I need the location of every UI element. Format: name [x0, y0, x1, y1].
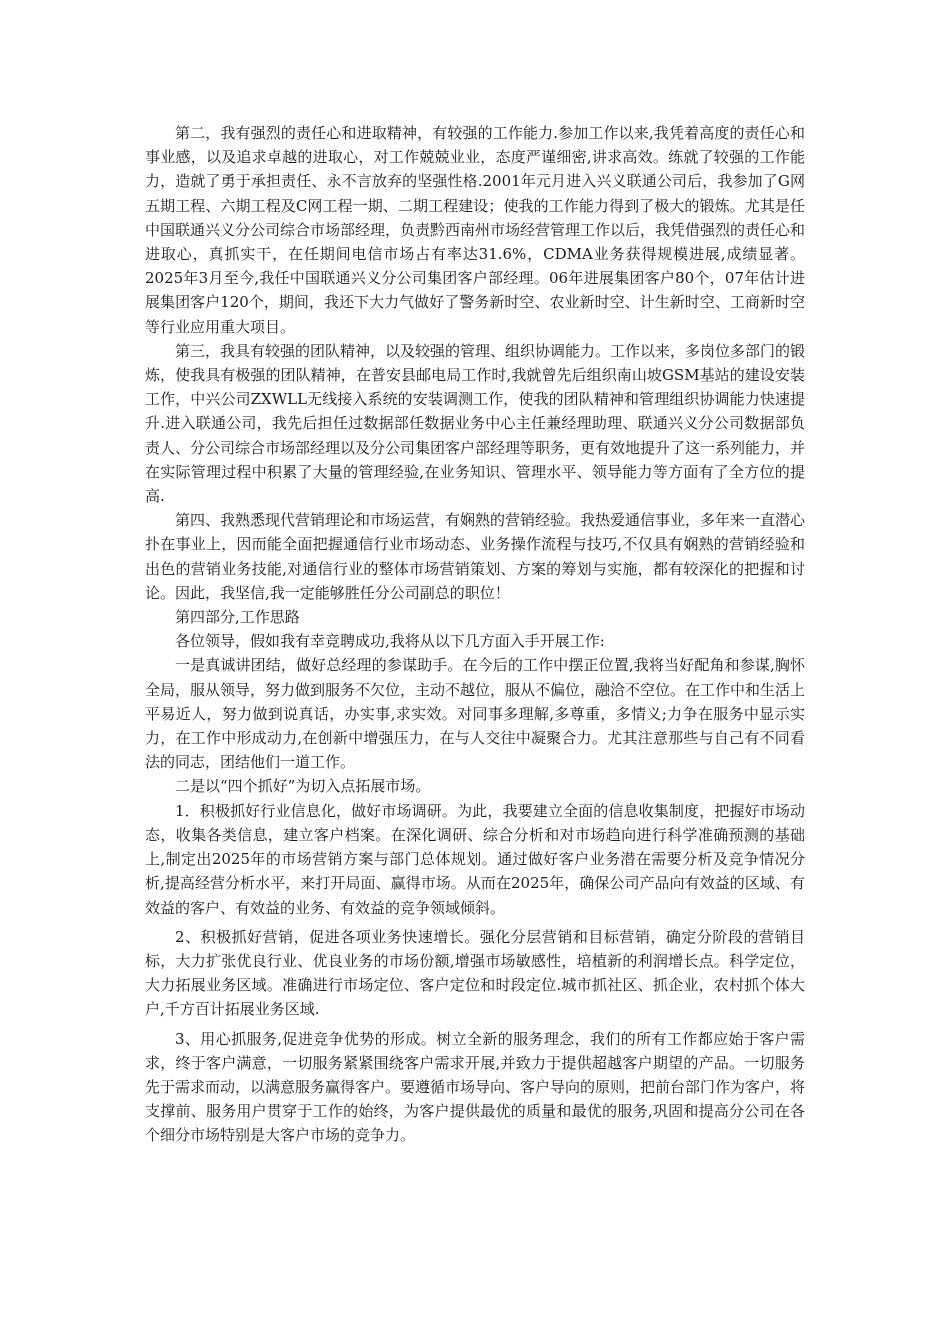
list-item-3: 3、用心抓服务,促进竞争优势的形成。树立全新的服务理念，我们的所有工作都应始于客户需求，终于客户满意，一切服务紧紧围绕客户需求开展,并致力于提供超越客户期望的产品。一切服务先于需求而动，以满意服务赢得客户。要遵循市场导向、客户导向的原则，把前台部门作为客户，将支撑前、服务用户贯穿于工作的始终，为客户提供最优的质量和最优的服务,巩固和提高分公司在各个细分市场特别是大客户市场的竞争力。	[145, 1029, 806, 1145]
paragraph-responsibility: 第二，我有强烈的责任心和进取精神，有较强的工作能力.参加工作以来,我凭着高度的责任心和事业感，以及追求卓越的进取心，对工作兢兢业业，态度严谨细密,讲求高效。练就了较强的工作能力，造就了勇于承担责任、永不言放弃的坚强性格.2001年元月进入兴义联通公司后，我参加了G网五期工程、六期工程及C网工程一期、二期工程建设；使我的工作能力得到了极大的锻炼。尤其是任中国联通兴义分公司综合市场部经理，负责黔西南州市场经营管理工作以后，我凭借强烈的责任心和进取心，真抓实干，在任期间电信市场占有率达31.6%，CDMA业务获得规模进展,成绩显著。2025年3月至今,我任中国联通兴义分公司集团客户部经理。06年进展集团客户80个，07年估计进展集团客户120个，期间，我还下大力气做好了警务新时空、农业新时空、计生新时空、工商新时空等行业应用重大项目。	[145, 124, 806, 336]
section-heading-work-ideas: 第四部分,工作思路	[175, 608, 300, 627]
document-body	[145, 121, 805, 1148]
list-item-1: 1．积极抓好行业信息化，做好市场调研。为此，我要建立全面的信息收集制度，把握好市场动态，收集各类信息，建立客户档案。在深化调研、综合分析和对市场趋向进行科学准确预测的基础上,制定出2025年的市场营销方案与部门总体规划。通过做好客户业务潜在需要分析及竞争情况分析,提高经营分析水平，来打开局面、赢得市场。从而在2025年，确保公司产品向有效益的区域、有效益的客户、有效益的业务、有效益的竞争领域倾斜。	[145, 801, 805, 917]
paragraph-unity: 一是真诚讲团结，做好总经理的参谋助手。在今后的工作中摆正位置,我将当好配角和参谋,胸怀全局，服从领导，努力做到服务不欠位，主动不越位，服从不偏位，融洽不空位。在工作中和生活上平易近人，努力做到说真话，办实事,求实效。对同事多理解,多尊重，多情义;力争在服务中显示实力，在工作中形成动力,在创新中增强压力，在与人交往中凝聚合力。尤其注意那些与自己有不同看法的同志，团结他们一道工作。	[145, 656, 806, 772]
paragraph-four-focuses: 二是以“四个抓好”为切入点拓展市场。	[175, 777, 431, 796]
paragraph-marketing-experience: 第四、我熟悉现代营销理论和市场运营，有娴熟的营销经验。我热爱通信事业，多年来一直潜心扑在事业上，因而能全面把握通信行业市场动态、业务操作流程与技巧,不仅具有娴熟的营销经验和出色的营销业务技能,对通信行业的整体市场营销策划、方案的筹划与实施，都有较深化的把握和讨论。因此，我坚信,我一定能够胜任分公司副总的职位！	[145, 511, 806, 602]
list-item-2: 2、积极抓好营销，促进各项业务快速增长。强化分层营销和目标营销，确定分阶段的营销目标，大力扩张优良行业、优良业务的市场份额,增强市场敏感性，培植新的利润增长点。科学定位，大力拓展业务区域。准确进行市场定位、客户定位和时段定位.城市抓社区、抓企业，农村抓个体大户,千方百计拓展业务区域.	[145, 927, 805, 1019]
paragraph-intro: 各位领导，假如我有幸竞聘成功,我将从以下几方面入手开展工作:	[175, 632, 605, 651]
paragraph-teamwork: 第三，我具有较强的团队精神，以及较强的管理、组织协调能力。工作以来，多岗位多部门的锻炼，使我具有极强的团队精神，在普安县邮电局工作时,我就曾先后组织南山坡GSM基站的建设安装工作，中兴公司ZXWLL无线接入系统的安装调测工作，使我的团队精神和管理组织协调能力快速提升.进入联通公司，我先后担任过数据部任数据业务中心主任兼经理助理、联通兴义分公司数据部负责人、分公司综合市场部经理以及分公司集团客户部经理等职务，更有效地提升了这一系列能力，并在实际管理过程中积累了大量的管理经验,在业务知识、管理水平、领导能力等方面有了全方位的提高.	[145, 341, 806, 506]
